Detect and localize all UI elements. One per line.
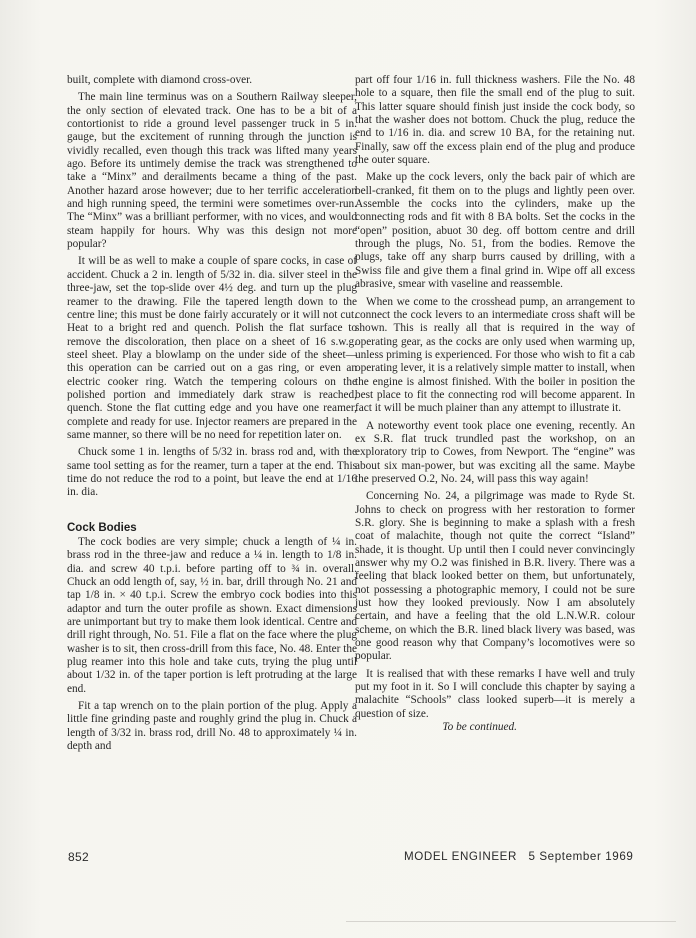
paragraph: It will be as well to make a couple of spare cocks, in case of accident. Chuck a 2 in. length of 5/32 in. dia. silver steel in the three-jaw, set the top-slide over 4½ deg. and turn up the plug reamer to the drawing. File the tapered length down to the centre line; this must be done fairly accurately or it will not cut. Heat to a bright red and quench. Polish the flat surface to remove the discoloration, then place on a sheet of 16 s.w.g. steel sheet. Play a blowlamp on the under side of the sheet—this operation can be carried out on a gas ring, or even an electric cooker ring. Watch the tempering colours on the polished portion and immediately dark straw is reached, quench. Stone the flat cutting edge and you have one reamer, complete and ready for use. Injector reamers are prepared in the same manner, so there will be no need for repetition later on.	[67, 255, 357, 441]
paragraph: The cock bodies are very simple; chuck a length of ¼ in. brass rod in the three-jaw and reduce a ¼ in. length to 1/8 in. dia. and screw 40 t.p.i. before parting off to ¾ in. overall. Chuck an odd length of, say, ½ in. bar, drill through No. 21 and tap 1/8 in. × 40 t.p.i. Screw the embryo cock bodies into this adaptor and turn the outer profile as shown. Exact dimensions are unimportant but try to make them look identical. Centre and drill right through, No. 51. File a flat on the face where the plug washer is to sit, then cross-drill from this face, No. 48. Enter the plug reamer into this hole and take cuts, trying the plug until about 1/32 in. of the taper portion is left protruding at the large end.	[67, 536, 357, 695]
section-heading: Cock Bodies	[67, 521, 137, 534]
right-column	[355, 74, 635, 735]
page-number: 852	[68, 850, 89, 864]
paragraph: Make up the cock levers, only the back pair of which are bell-cranked, fit them on to the plugs and lightly peen over. Assemble the cocks into the cylinders, make up the connecting rods and fit with 8 BA bolts. Set the cocks in the “open” position, abuot 30 deg. off bottom centre and drill through the plugs, No. 51, from the bodies. Remove the plugs, take off any sharp burrs caused by drilling, with a Swiss file and give them a final grind in. Wipe off all excess abrasive, smear with vaseline and reassemble.	[355, 171, 635, 291]
paragraph: A noteworthy event took place one evening, recently. An ex S.R. flat truck trundled past the workshop, on an exploratory trip to Cowes, from Newport. The “engine” was about six man-power, but was exciting all the same. Maybe the preserved O.2, No. 24, will pass this way again!	[355, 419, 635, 485]
paragraph: Fit a tap wrench on to the plain portion of the plug. Apply a little fine grinding paste and roughly grind the plug in. Chuck a length of 3/32 in. brass rod, drill No. 48 to approximately ¼ in. depth and	[67, 700, 357, 753]
paragraph: built, complete with diamond cross-over.	[67, 74, 253, 86]
paragraph: part off four 1/16 in. full thickness washers. File the No. 48 hole to a square, then file the small end of the plug to suit. This latter square should finish just inside the cock body, so that the washer does not bottom. Chuck the plug, reduce the end to 1/16 in. dia. and screw 10 BA, for the retaining nut. Finally, saw off the excess plain end of the plug and produce the outer square.	[355, 74, 635, 167]
issue-date: 5 September 1969	[528, 850, 634, 863]
publication-name: MODEL ENGINEER	[404, 850, 517, 863]
left-column	[67, 74, 357, 754]
to-be-continued: To be continued.	[442, 721, 517, 734]
paragraph: The main line terminus was on a Southern Railway sleeper, the only section of elevated track. One has to be a bit of a contortionist to ride a ground level passenger truck in 5 in. gauge, but the excitement of running through the junction is vividly recalled, even though this track was lifted many years ago. Before its untimely demise the track was strengthened to take a “Minx” and derailments became a thing of the past. Another hazard arose however; due to her terrific acceleration and high running speed, the termini were sometimes over-run. The “Minx” was a brilliant performer, with no vices, and would steam happily for hours. Why was this design not more popular?	[67, 91, 357, 251]
running-footer	[404, 850, 633, 863]
paragraph: Chuck some 1 in. lengths of 5/32 in. brass rod and, with the same tool setting as for the reamer, turn a taper at the end. This time do not reduce the rod to a point, but leave the end at 1/16 in. dia.	[67, 446, 357, 499]
paragraph: It is realised that with these remarks I have well and truly put my foot in it. So I will conclude this chapter by saying a malachite “Schools” class looked superb—it is merely a question of size.	[355, 667, 635, 720]
paragraph: Concerning No. 24, a pilgrimage was made to Ryde St. Johns to check on progress with her restoration to former S.R. glory. She is beginning to make a splash with a fresh coat of malachite, though not quite the correct “Island” shade, it is thought. Up until then I could never convincingly answer why my O.2 was finished in B.R. livery. There was a feeling that black looked better on them, but unfortunately, not possessing a photographic memory, I could not be sure just how they looked previously. Now I am absolutely certain, and have a feeling that the old L.N.W.R. colour scheme, on which the B.R. lined black livery was based, was one good reason why that Company’s locomotives were so popular.	[355, 490, 635, 663]
paragraph: When we come to the crosshead pump, an arrangement to connect the cock levers to an intermediate cross shaft will be shown. This is really all that is required in the way of operating gear, as the cocks are only used when warming up, unless priming is experienced. For those who wish to fit a cab operating lever, it is a relatively simple matter to install, when the engine is almost finished. With the boiler in position the best place to fit the connecting rod will become apparent. In fact it will be much plainer than any attempt to illustrate it.	[355, 295, 636, 415]
scan-edge-divider	[346, 921, 676, 922]
